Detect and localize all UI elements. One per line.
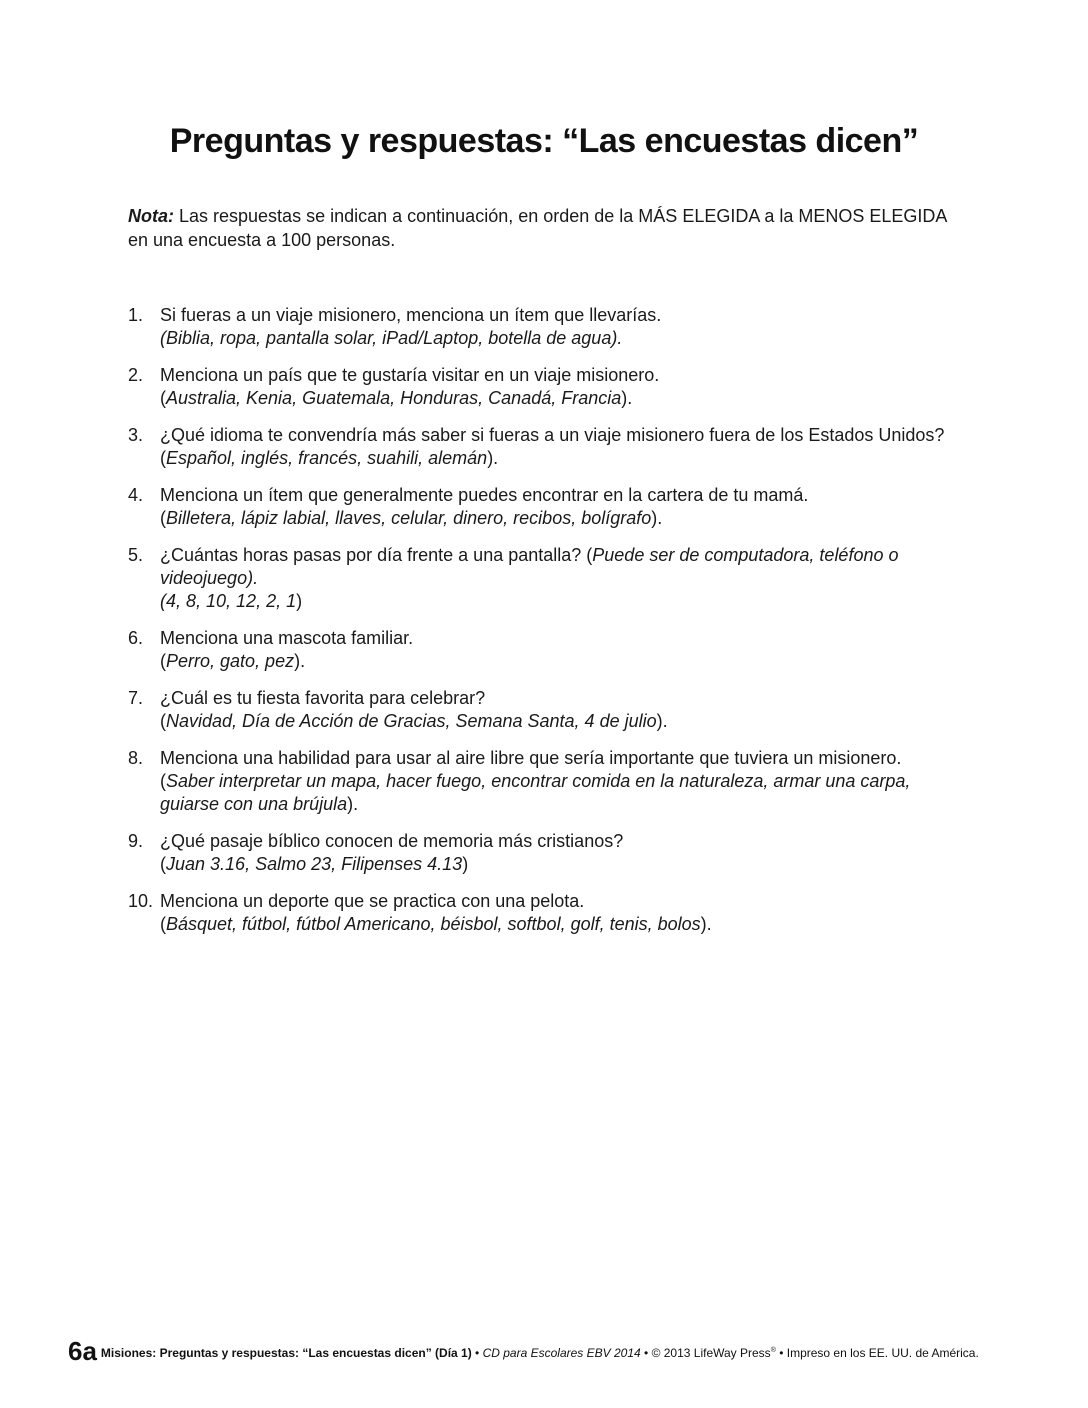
question-text: ¿Cuántas horas pasas por día frente a una pantalla? (	[160, 545, 593, 565]
footer-printed: Impreso en los EE. UU. de América.	[786, 1346, 979, 1360]
question-item	[128, 627, 968, 673]
question-item	[128, 544, 968, 613]
note-label: Nota:	[128, 206, 174, 226]
question-answers	[160, 913, 968, 936]
answers-text: Billetera, lápiz labial, llaves, celular, dinero, recibos, bolígrafo	[166, 508, 652, 528]
question-item	[128, 364, 968, 410]
answers-close: ).	[651, 508, 663, 528]
question-answers	[160, 327, 968, 350]
question-text: ¿Qué idioma te convendría más saber si fueras a un viaje misionero fuera de los Estados Unidos?	[160, 425, 945, 445]
question-answers	[160, 447, 968, 470]
page-footer	[68, 1336, 1058, 1367]
question-answers	[160, 770, 968, 816]
answers-close: )	[462, 854, 469, 874]
question-text: Menciona una habilidad para usar al aire libre que sería importante que tuviera un misionero.	[160, 748, 902, 768]
question-item	[128, 687, 968, 733]
answers-text: Australia, Kenia, Guatemala, Honduras, Canadá, Francia	[166, 388, 622, 408]
answers-open: (	[160, 328, 166, 348]
answers-close: ).	[294, 651, 306, 671]
question-number: 9.	[128, 831, 144, 851]
question-answers	[160, 387, 968, 410]
question-text-italic: Puede ser de computadora, teléfono o videojuego).	[160, 545, 899, 588]
footer-cd-name: CD para Escolares EBV 2014	[482, 1346, 641, 1360]
answers-open: (	[160, 591, 166, 611]
answers-open: (	[160, 388, 166, 408]
question-text: ¿Qué pasaje bíblico conocen de memoria más cristianos?	[160, 831, 624, 851]
question-number: 1.	[128, 305, 144, 325]
answers-text: Saber interpretar un mapa, hacer fuego, encontrar comida en la naturaleza, armar una carpa, guiarse con una brújula	[160, 771, 911, 814]
question-number: 2.	[128, 365, 144, 385]
answers-text: Español, inglés, francés, suahili, alemán	[166, 448, 488, 468]
question-number: 3.	[128, 425, 144, 445]
note-text: Las respuestas se indican a continuación, en orden de la MÁS ELEGIDA a la MENOS ELEGIDA en una encuesta a 100 personas.	[128, 206, 947, 250]
question-text: Menciona un deporte que se practica con una pelota.	[160, 891, 585, 911]
question-item	[128, 484, 968, 530]
note-paragraph	[128, 204, 948, 252]
answers-close: ).	[621, 388, 633, 408]
registered-mark: ®	[770, 1347, 776, 1354]
question-item	[128, 830, 968, 876]
question-item	[128, 890, 968, 936]
answers-text: 4, 8, 10, 12, 2, 1	[166, 591, 297, 611]
answers-open: (	[160, 448, 166, 468]
answers-close: ).	[487, 448, 499, 468]
question-answers	[160, 507, 968, 530]
question-text: Si fueras a un viaje misionero, menciona un ítem que llevarías.	[160, 305, 662, 325]
answers-close: ).	[656, 711, 668, 731]
question-number: 6.	[128, 628, 144, 648]
question-number: 8.	[128, 748, 144, 768]
question-item	[128, 304, 968, 350]
question-answers	[160, 710, 968, 733]
page-title: Preguntas y respuestas: “Las encuestas dicen”	[169, 122, 919, 160]
answers-open: (	[160, 508, 166, 528]
answers-text: Juan 3.16, Salmo 23, Filipenses 4.13	[166, 854, 463, 874]
footer-copyright: © 2013 LifeWay Press	[651, 1346, 771, 1360]
question-number: 4.	[128, 485, 144, 505]
question-text: Menciona una mascota familiar.	[160, 628, 414, 648]
question-text-wrap	[160, 544, 968, 590]
answers-text: Navidad, Día de Acción de Gracias, Semana Santa, 4 de julio	[166, 711, 657, 731]
questions-list	[128, 304, 968, 950]
answers-open: (	[160, 854, 166, 874]
question-answers	[160, 590, 968, 613]
question-answers	[160, 650, 968, 673]
answers-text: Perro, gato, pez	[166, 651, 295, 671]
footer-title: Misiones: Preguntas y respuestas: “Las encuestas dicen” (Día 1)	[100, 1346, 472, 1360]
question-text: Menciona un ítem que generalmente puedes encontrar en la cartera de tu mamá.	[160, 485, 809, 505]
question-item	[128, 424, 968, 470]
question-number: 5.	[128, 545, 144, 565]
question-number: 7.	[128, 688, 144, 708]
answers-open: (	[160, 914, 166, 934]
answers-close: )	[296, 591, 303, 611]
question-item	[128, 747, 968, 816]
question-number: 10.	[128, 891, 154, 911]
answers-close: ).	[700, 914, 712, 934]
footer-separator: •	[775, 1346, 787, 1360]
page-number: 6a	[68, 1336, 97, 1366]
answers-open: (	[160, 771, 166, 791]
footer-separator: •	[640, 1346, 652, 1360]
footer-separator: •	[471, 1346, 483, 1360]
answers-text: Biblia, ropa, pantalla solar, iPad/Laptop, botella de agua).	[166, 328, 623, 348]
question-answers	[160, 853, 968, 876]
answers-open: (	[160, 651, 166, 671]
answers-close: ).	[347, 794, 359, 814]
answers-open: (	[160, 711, 166, 731]
question-text: ¿Cuál es tu fiesta favorita para celebrar?	[160, 688, 486, 708]
answers-text: Básquet, fútbol, fútbol Americano, béisbol, softbol, golf, tenis, bolos	[166, 914, 701, 934]
question-text: Menciona un país que te gustaría visitar en un viaje misionero.	[160, 365, 660, 385]
